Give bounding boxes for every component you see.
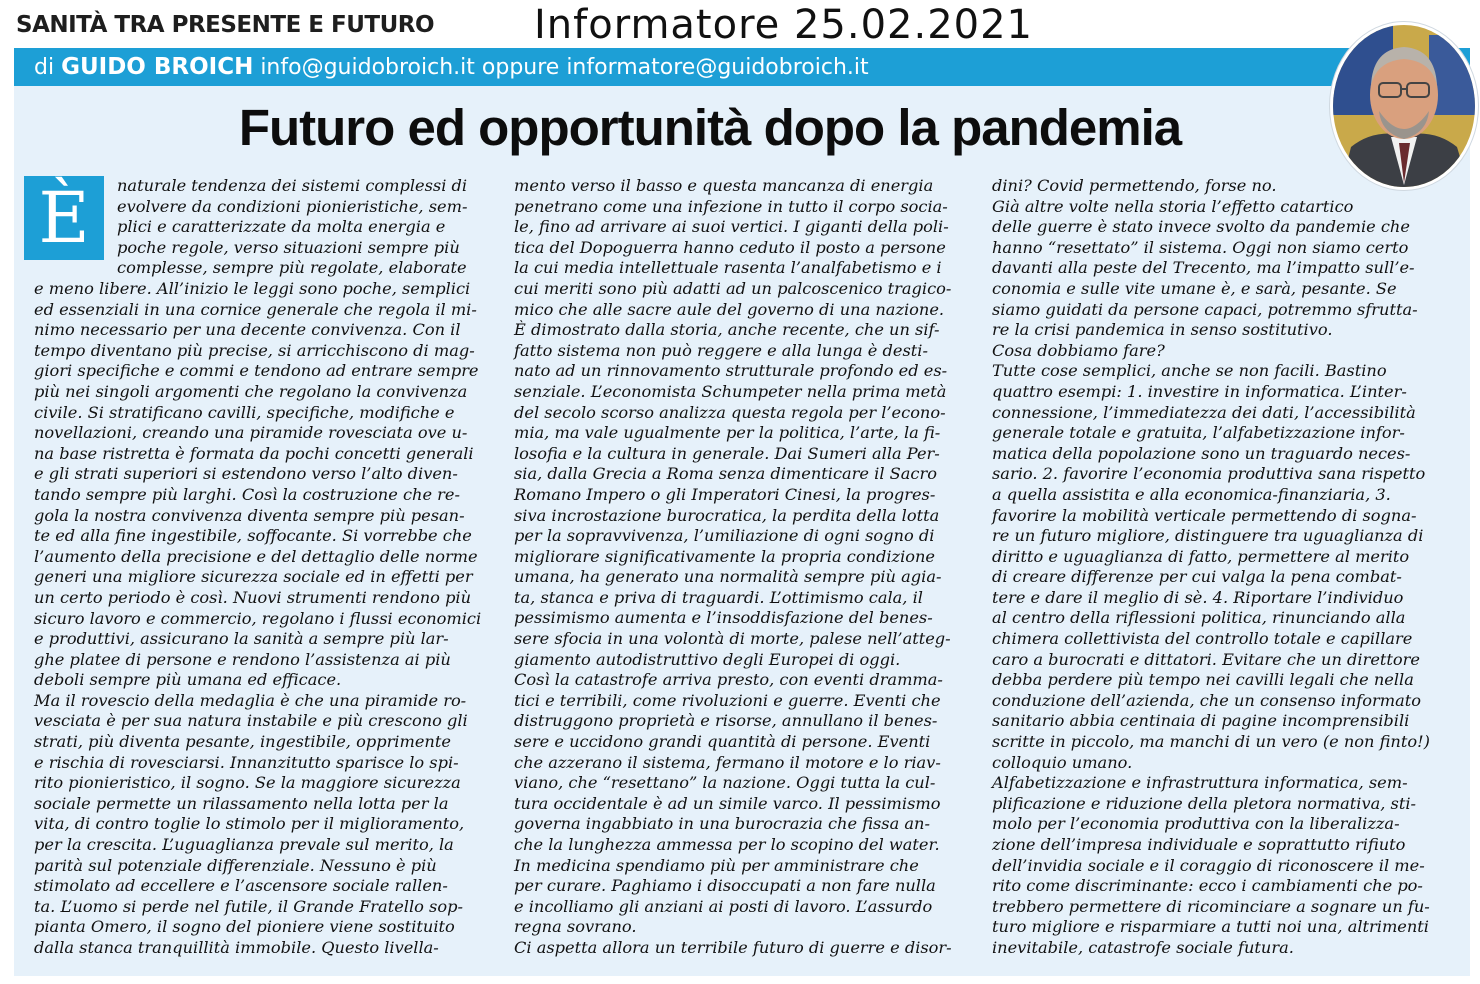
- article-column-2: mento verso il basso e questa mancanza di energia penetrano come una infezione in tutto il corpo socia- le, fino ad arrivare ai suoi vertici. I giganti della poli- tica del Dopoguerra hanno ceduto il posto a persone la cui media intellettuale rasenta l’analfabetismo e i cui meriti sono più adatti ad un palcoscenico tragico- mico che alle sacre aule del governo di una nazione. È dimostrato dalla storia, anche recente, che un sif- fatto sistema non può reggere e alla lunga è desti- nato ad un rinnovamento strutturale profondo ed es- senziale. L’economista Schumpeter nella prima metà del secolo scorso analizza questa regola per l’econo- mia, ma vale ugualmente per la politica, l’arte, la fi- losofia e la cultura in generale. Dai Sumeri alla Per- sia, dalla Grecia a Roma senza dimenticare il Sacro Romano Impero o gli Imperatori Cinesi, la progres- siva incrostazione burocratica, la perdita della lotta per la sopravvivenza, l’umiliazione di ogni sogno di migliorare significativamente la propria condizione umana, ha generato una normalità sempre più agia- ta, stanca e priva di traguardi. L’ottimismo cala, il pessimismo aumenta e l’insoddisfazione del benes- sere sfocia in una volontà di morte, palese nell’atteg- giamento autodistruttivo degli Europei di oggi. Così la catastrofe arriva presto, con eventi dramma- tici e terribili, come rivoluzioni e guerre. Eventi che distruggono proprietà e risorse, annullano il benes- sere e uccidono grandi quantità di persone. Eventi che azzerano il sistema, fermano il motore e lo riav- viano, che “resettano” la nazione. Oggi tutta la cul- tura occidentale è ad un simile varco. Il pessimismo governa ingabbiato in una burocrazia che fissa an- che la lunghezza ammessa per lo scopino del water. In medicina spendiamo più per amministrare che per curare. Paghiamo i disoccupati a non fare nulla e incolliamo gli anziani ai posti di lavoro. L’assurdo regna sovrano. Ci aspetta allora un terribile futuro di guerre e disor-: [514, 176, 952, 957]
- article-column-1: e meno libere. All’inizio le leggi sono poche, semplici ed essenziali in una cornice generale che regola il mi- nimo necessario per una decente convivenza. Con il tempo diventano più precise, si arricchiscono di mag- giori specifiche e commi e tendono ad entrare sempre più nei singoli argomenti che regolano la convivenza civile. Si stratificano cavilli, specifiche, modifiche e novellazioni, creando una piramide rovesciata ove u- na base ristretta è formata da pochi concetti generali e gli strati superiori si estendono verso l’alto diven- tando sempre più larghi. Così la costruzione che re- gola la nostra convivenza diventa sempre più pesan- te ed alla fine ingestibile, soffocante. Si vorrebbe che l’aumento della precisione e del dettaglio delle norme generi una migliore sicurezza sociale ed in effetti per un certo periodo è così. Nuovi strumenti rendono più sicuro lavoro e commercio, regolano i flussi economici e produttivi, assicurano la sanità a sempre più lar- ghe platee di persone e rendono l’assistenza ai più deboli sempre più umana ed efficace. Ma il rovescio della medaglia è che una piramide ro- vesciata è per sua natura instabile e più crescono gli strati, più diventa pesante, ingestibile, opprimente e rischia di rovesciarsi. Innanzitutto sparisce lo spi- rito pionieristico, il sogno. Se la maggiore sicurezza sociale permette un rilassamento nella lotta per la vita, di contro toglie lo stimolo per il miglioramento, per la crescita. L’uguaglianza prevale sul merito, la parità sul potenziale differenziale. Nessuno è più stimolato ad eccellere e l’ascensore sociale rallen- ta. L’uomo si perde nel futile, il Grande Fratello sop- pianta Omero, il sogno del pioniere viene sostituito dalla stanca tranquillità immobile. Questo livella-: [34, 279, 482, 957]
- article-column-3: dini? Covid permettendo, forse no. Già altre volte nella storia l’effetto catartico delle guerre è stato invece svolto da pandemie che hanno “resettato” il sistema. Oggi non siamo certo davanti alla peste del Trecento, ma l’impatto sull’e- conomia e sulle vite umane è, e sarà, pesante. Se siamo guidati da persone capaci, potremmo sfrutta- re la crisi pandemica in senso sostitutivo. Cosa dobbiamo fare? Tutte cose semplici, anche se non facili. Bastino quattro esempi: 1. investire in informatica. L’inter- connessione, l’immediatezza dei dati, l’accessibilità generale totale e gratuita, l’alfabetizzazione infor- matica della popolazione sono un traguardo neces- sario. 2. favorire l’economia produttiva sana rispetto a quella assistita e alla economica-finanziaria, 3. favorire la mobilità verticale permettendo di sogna- re un futuro migliore, distinguere tra uguaglianza di diritto e uguaglianza di fatto, permettere al merito di creare differenze per cui valga la pena combat- tere e dare il meglio di sè. 4. Riportare l’individuo al centro della riflessioni politica, rinunciando alla chimera collettivista del controllo totale e capillare caro a burocrati e dittatori. Evitare che un direttore debba perdere più tempo nei cavilli legali che nella conduzione dell’azienda, che un consenso informato sanitario abbia centinaia di pagine incomprensibili scritte in piccolo, ma manchi di un vero (e non finto!) colloquio umano. Alfabetizzazione e infrastruttura informatica, sem- plificazione e riduzione della pletora normativa, sti- molo per l’economia produttiva con la liberalizza- zione dell’impresa individuale e soprattutto rifiuto dell’invidia sociale e il coraggio di riconoscere il me- rito come discriminante: ecco i cambiamenti che po- trebbero permettere di ricominciare a sognare un fu- turo migliore e risparmiare a tutti noi una, altrimenti inevitabile, catastrofe sociale futura.: [992, 176, 1430, 957]
- drop-cap: È: [24, 176, 104, 260]
- article-title: Futuro ed opportunità dopo la pandemia: [238, 99, 1182, 156]
- author-name: GUIDO BROICH: [61, 54, 254, 80]
- article-column-1-top: naturale tendenza dei sistemi complessi di evolvere da condizioni pionieristiche, sem- plici e caratterizzate da molta energia e poche regole, verso situazioni sempre più complesse, sempre più regolate, elaborate: [117, 176, 468, 278]
- byline-prefix: di: [34, 55, 62, 80]
- source-date: Informatore 25.02.2021: [534, 2, 1033, 48]
- author-emails: info@guidobroich.it oppure informatore@guidobroich.it: [253, 55, 869, 80]
- byline: [34, 54, 869, 80]
- section-label: SANITÀ TRA PRESENTE E FUTURO: [16, 12, 435, 38]
